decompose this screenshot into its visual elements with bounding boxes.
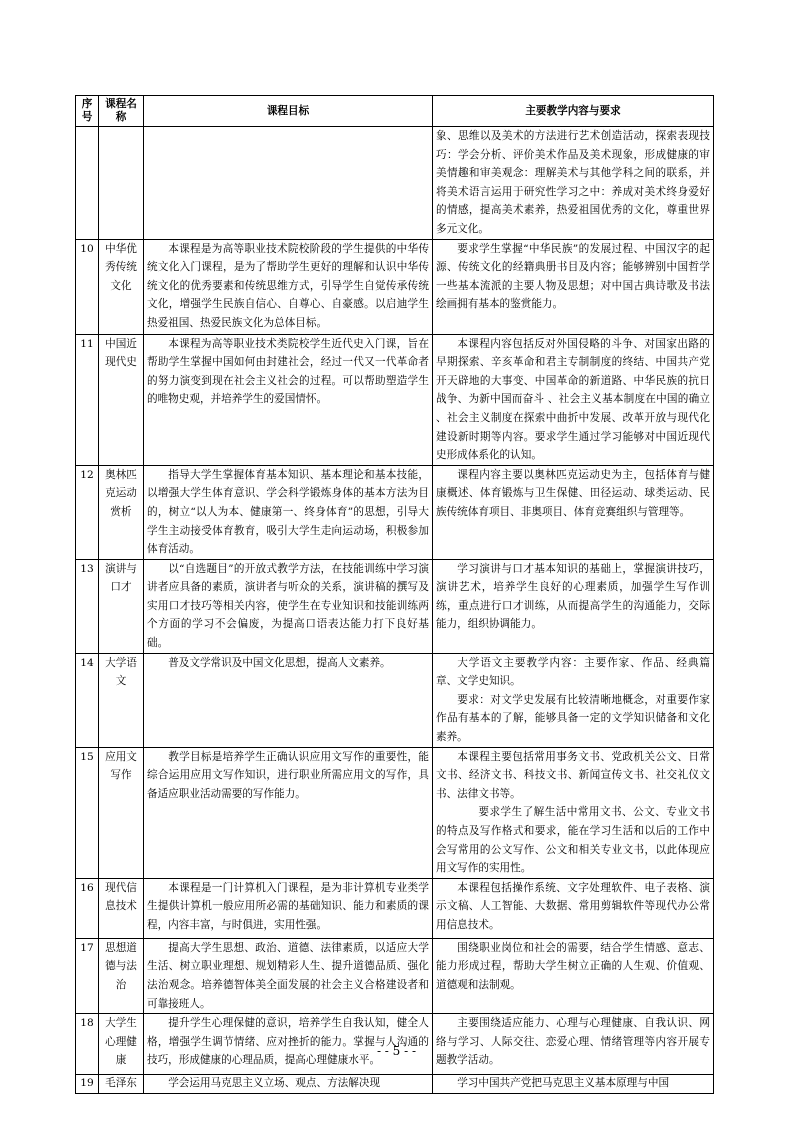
- cell-content: [433, 127, 714, 240]
- cell-name: 中国近现代史: [99, 334, 144, 465]
- cell-name: 奥林匹克运动赏析: [99, 465, 144, 559]
- header-name: 课程名称: [99, 96, 144, 127]
- cell-goal: [144, 239, 433, 334]
- table-row: [76, 938, 714, 1013]
- goal-paragraph: 以“自选题目”的开放式教学方法，在技能训练中学习演讲者应具备的素质，演讲者与听众的关系，演讲稿的撰写及实用口才技巧等相关内容，使学生在专业知识和技能训练两个方面的学习不会偏废，为提高口语表达能力打下良好基础。: [147, 562, 429, 650]
- cell-goal: [144, 653, 433, 747]
- cell-goal: [144, 878, 433, 938]
- cell-goal: [144, 1075, 433, 1094]
- cell-no: 13: [76, 559, 99, 653]
- goal-paragraph: 提升学生心理保健的意识，培养学生自我认知，健全人格，增强学生调节情绪、应对挫折的能力。掌握与人沟通的技巧，形成健康的心理品质，提高心理健康水平。: [147, 1017, 429, 1067]
- goal-paragraph: 本课程是一门计算机入门课程，是为非计算机专业类学生提供计算机一般应用所必需的基础知识、能力和素质的课程，内容丰富，与时俱进，实用性强。: [147, 881, 429, 931]
- cell-goal: [144, 938, 433, 1013]
- content-paragraph: 要求：对文学史发展有比较清晰地概念，对重要作家作品有基本的了解，能够具备一定的文学知识储备和文化素养。: [436, 693, 710, 744]
- goal-paragraph: 提高大学生思想、政治、道德、法律素质，以适应大学生活、树立职业理想、规划精彩人生、提升道德品质、强化法治观念。培养德智体美全面发展的社会主义合格建设者和可靠接班人。: [147, 941, 429, 1010]
- cell-content: [433, 653, 714, 747]
- content-paragraph: 要求学生了解生活中常用文书、公文、专业文书的特点及写作格式和要求，能在学习生活和以后的工作中会写常用的公文写作、公文和相关专业文书，以此体现应用文写作的实用性。: [436, 806, 710, 875]
- cell-goal: [144, 127, 433, 240]
- content-paragraph: 要求学生掌握“中华民族”的发展过程、中国汉字的起源、传统文化的经籍典册书目及内容；能够辨别中国哲学一些基本流派的主要人物及思想；对中国古典诗歌及书法绘画拥有基本的鉴赏能力。: [436, 242, 710, 311]
- cell-name: 应用文写作: [99, 747, 144, 878]
- cell-content: [433, 747, 714, 878]
- cell-name: 大学语文: [99, 653, 144, 747]
- continued-row: [76, 127, 714, 240]
- goal-paragraph: 学会运用马克思主义立场、观点、方法解决现: [168, 1077, 381, 1090]
- header-content: 主要教学内容与要求: [433, 96, 714, 127]
- cell-name: 现代信息技术: [99, 878, 144, 938]
- cell-no: 18: [76, 1014, 99, 1075]
- cell-name: 中华优秀传统文化: [99, 239, 144, 334]
- cell-content: [433, 878, 714, 938]
- cell-goal: [144, 334, 433, 465]
- cell-name: [99, 127, 144, 240]
- table-header-row: [76, 96, 714, 127]
- cell-no: 17: [76, 938, 99, 1013]
- table-row: [76, 653, 714, 747]
- cell-content: [433, 239, 714, 334]
- cell-content: [433, 559, 714, 653]
- cell-no: 14: [76, 653, 99, 747]
- cell-name: 大学生心理健康: [99, 1014, 144, 1075]
- content-paragraph: 学习演讲与口才基本知识的基础上，掌握演讲技巧，演讲艺术，培养学生良好的心理素质，加强学生写作训练，重点进行口才训练，从而提高学生的沟通能力，交际能力，组织协调能力。: [436, 562, 710, 631]
- cell-goal: [144, 747, 433, 878]
- goal-paragraph: 普及文学常识及中国文化思想，提高人文素养。: [168, 656, 391, 669]
- content-paragraph: 围绕职业岗位和社会的需要，结合学生情感、意志、能力形成过程，帮助大学生树立正确的人生观、价值观、道德观和法制观。: [436, 941, 710, 991]
- goal-paragraph: 本课程是为高等职业技术院校阶段的学生提供的中华传统文化入门课程，是为了帮助学生更好的理解和认识中华传统文化的优秀要素和传统思维方式，引导学生自觉传承传统文化，增强学生民族自信心、自尊心、自豪感。以启迪学生热爱祖国、热爱民族文化为总体目标。: [147, 242, 429, 329]
- content-paragraph: 本课程包括操作系统、文字处理软件、电子表格、演示文稿、人工智能、大数据、常用剪辑软件等现代办公常用信息技术。: [436, 881, 710, 931]
- cell-content: [433, 938, 714, 1013]
- content-paragraph: 课程内容主要以奥林匹克运动史为主，包括体育与健康概述、体育锻炼与卫生保健、田径运动、球类运动、民族传统体育项目、非奥项目、体育竞赛组织与管理等。: [436, 468, 710, 518]
- cell-content: [433, 334, 714, 465]
- cell-no: [76, 127, 99, 240]
- cell-name: 演讲与口才: [99, 559, 144, 653]
- cell-content: [433, 465, 714, 559]
- cell-no: 10: [76, 239, 99, 334]
- table-row: [76, 878, 714, 938]
- content-paragraph: 象、思维以及美术的方法进行艺术创造活动，探索表现技巧：学会分析、评价美术作品及美术现象，形成健康的审美情趣和审美观念：理解美术与其他学科之间的联系，并将美术语言运用于研究性学习之中：养成对美术终身爱好的情感，提高美术素养，热爱祖国优秀的文化，尊重世界多元文化。: [436, 130, 710, 235]
- goal-paragraph: 本课程为高等职业技术类院校学生近代史入门课，旨在帮助学生掌握中国如何由封建社会，经过一代又一代革命者的努力演变到现在社会主义社会的过程。可以帮助塑造学生的唯物史观，并培养学生的爱国情怀。: [147, 337, 429, 406]
- header-goal: 课程目标: [144, 96, 433, 127]
- goal-paragraph: 指导大学生掌握体育基本知识、基本理论和基本技能，以增强大学生体育意识、学会科学锻炼身体的基本方法为目的，树立“以人为本、健康第一、终身体育”的思想，引导大学生主动接受体育教育，吸引大学生走向运动场，积极参加体育活动。: [147, 468, 429, 556]
- header-no: 序号: [76, 96, 99, 127]
- course-table: [75, 95, 714, 1094]
- content-paragraph: 学习中国共产党把马克思主义基本原理与中国: [457, 1077, 670, 1090]
- content-paragraph: 大学语文主要教学内容：主要作家、作品、经典篇章、文学史知识。: [436, 656, 710, 688]
- table-row: [76, 465, 714, 559]
- cell-name: 思想道德与法治: [99, 938, 144, 1013]
- goal-paragraph: 教学目标是培养学生正确认识应用文写作的重要性，能综合运用应用文写作知识，进行职业所需应用文的写作，具备适应职业活动需要的写作能力。: [147, 750, 429, 800]
- cell-no: 12: [76, 465, 99, 559]
- cell-content: [433, 1075, 714, 1094]
- cell-no: 15: [76, 747, 99, 878]
- table-row: [76, 747, 714, 878]
- cell-name: 毛泽东: [99, 1075, 144, 1094]
- cell-no: 19: [76, 1075, 99, 1094]
- cell-goal: [144, 559, 433, 653]
- content-paragraph: 主要围绕适应能力、心理与心理健康、自我认识、网络与学习、人际交往、恋爱心理、情绪管理等内容开展专题教学活动。: [436, 1017, 710, 1067]
- page-number: - - 5 - -: [376, 1044, 417, 1058]
- cell-no: 11: [76, 334, 99, 465]
- cell-no: 16: [76, 878, 99, 938]
- table-row: [76, 559, 714, 653]
- table-row: [76, 239, 714, 334]
- table-row: [76, 334, 714, 465]
- content-paragraph: 本课程主要包括常用事务文书、党政机关公文、日常文书、经济文书、科技文书、新闻宣传文书、社交礼仪文书、法律文书等。: [436, 750, 710, 800]
- cell-goal: [144, 465, 433, 559]
- content-paragraph: 本课程内容包括反对外国侵略的斗争、对国家出路的早期探索、辛亥革命和君主专制制度的终结、中国共产党开天辟地的大事变、中国革命的新道路、中华民族的抗日战争、为新中国而奋斗 、社会主义基本制度在中国的确立 、社会主义制度在探索中曲折中发展、改革开放与现代化建设新时期等内容。要求学生通过学习能够对中国近现代史形成体系化的认知。: [436, 337, 710, 462]
- table-row: [76, 1075, 714, 1094]
